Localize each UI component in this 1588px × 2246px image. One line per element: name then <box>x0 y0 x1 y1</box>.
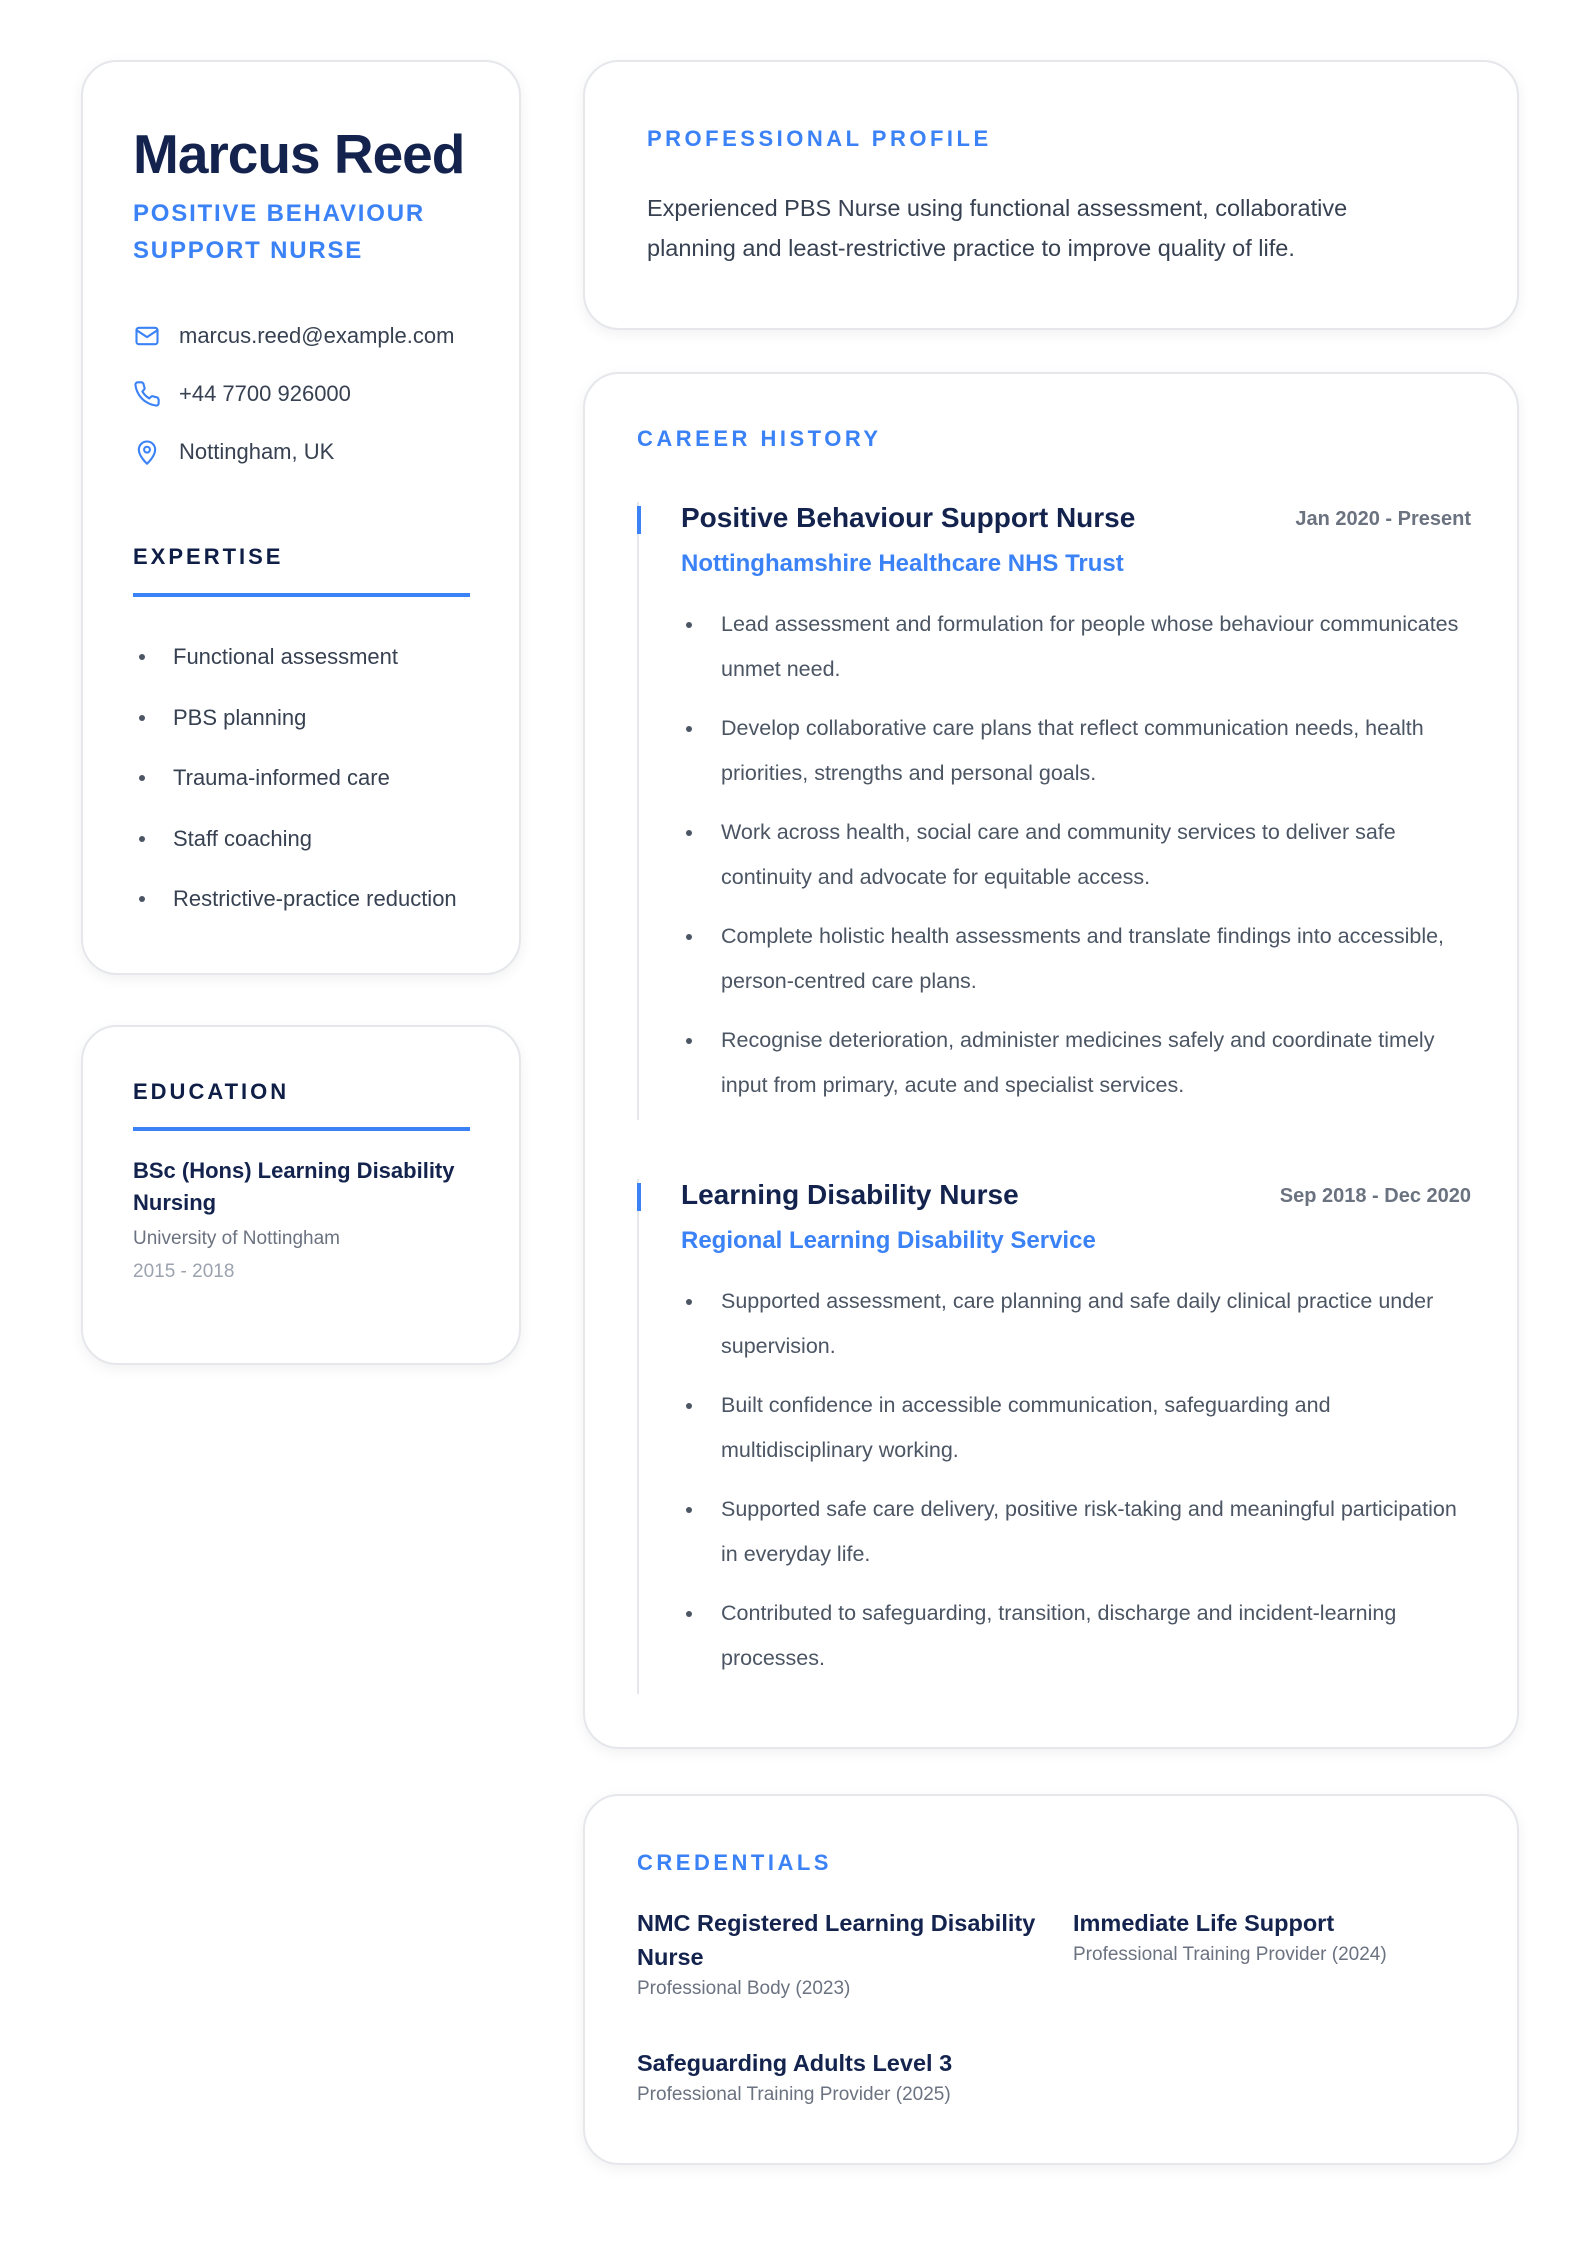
job-entry <box>637 502 1471 1120</box>
credential-issuer: Professional Body (2023) <box>637 1978 851 1999</box>
bullet-dot <box>139 654 145 660</box>
list-item: Built confidence in accessible communication, safeguarding and multidisciplinary working. <box>681 1383 1471 1472</box>
job-timeline-rail <box>637 502 639 1120</box>
list-item: Complete holistic health assessments and translate findings into accessible, person-centred care plans. <box>681 914 1471 1003</box>
job-accent-bar <box>637 1183 641 1211</box>
candidate-name: Marcus Reed <box>133 123 465 185</box>
candidate-role: POSITIVE BEHAVIOUR SUPPORT NURSE <box>133 200 425 264</box>
job-title: Positive Behaviour Support Nurse <box>681 502 1136 533</box>
job-timeline-rail <box>637 1179 639 1694</box>
map-pin-icon <box>133 438 161 466</box>
job-dates: Sep 2018 - Dec 2020 <box>1279 1185 1471 1207</box>
contact-card <box>81 60 521 975</box>
job-title: Learning Disability Nurse <box>681 1179 1019 1210</box>
list-item: Supported safe care delivery, positive risk-taking and meaningful participation in everyday life. <box>681 1487 1471 1576</box>
skill-label: Trauma-informed care <box>173 765 390 791</box>
list-item: Recognise deterioration, administer medicines safely and coordinate timely input from primary, acute and specialist services. <box>681 1018 1471 1107</box>
phone-contact[interactable] <box>133 380 351 408</box>
credential-issuer: Professional Training Provider (2025) <box>637 2084 951 2105</box>
skill-label: Restrictive-practice reduction <box>173 886 457 912</box>
list-item <box>133 688 457 749</box>
credential-name: Immediate Life Support <box>1073 1910 1335 1936</box>
job-dates: Jan 2020 - Present <box>1295 508 1471 530</box>
credentials-card <box>583 1794 1519 2165</box>
education-school: University of Nottingham <box>133 1228 340 1249</box>
job-employer: Regional Learning Disability Service <box>681 1227 1096 1254</box>
job-entry <box>637 1179 1471 1694</box>
email-contact[interactable] <box>133 322 454 350</box>
list-item <box>133 748 457 809</box>
career-card <box>583 372 1519 1749</box>
list-item: Work across health, social care and community services to deliver safe continuity and advocate for equitable access. <box>681 810 1471 899</box>
list-item <box>133 627 457 688</box>
education-card <box>81 1025 521 1365</box>
bullet-dot <box>139 715 145 721</box>
education-heading: EDUCATION <box>133 1079 290 1104</box>
skill-label: Functional assessment <box>173 644 398 670</box>
education-degree: BSc (Hons) Learning Disability Nursing <box>133 1158 455 1215</box>
list-item <box>133 869 457 930</box>
location-contact <box>133 438 334 466</box>
education-years: 2015 - 2018 <box>133 1261 235 1282</box>
credential-item <box>637 1906 1047 2000</box>
expertise-divider <box>133 593 470 597</box>
education-divider <box>133 1127 470 1131</box>
email-text: marcus.reed@example.com <box>179 323 455 348</box>
expertise-heading: EXPERTISE <box>133 544 284 569</box>
bullet-dot <box>139 775 145 781</box>
credential-issuer: Professional Training Provider (2024) <box>1073 1944 1387 1965</box>
bullet-dot <box>139 896 145 902</box>
credential-name: NMC Registered Learning Disability Nurse <box>637 1910 1036 1970</box>
profile-card <box>583 60 1519 330</box>
skill-label: Staff coaching <box>173 825 313 851</box>
list-item: Supported assessment, care planning and safe daily clinical practice under supervision. <box>681 1279 1471 1368</box>
phone-icon <box>133 380 161 408</box>
list-item: Develop collaborative care plans that reflect communication needs, health priorities, strengths and personal goals. <box>681 706 1471 795</box>
credentials-heading: CREDENTIALS <box>637 1850 832 1875</box>
credential-name: Safeguarding Adults Level 3 <box>637 2050 953 2076</box>
credential-item <box>637 2046 1047 2106</box>
job-employer: Nottinghamshire Healthcare NHS Trust <box>681 550 1124 577</box>
expertise-list <box>133 627 457 930</box>
profile-heading: PROFESSIONAL PROFILE <box>647 126 992 151</box>
phone-text: +44 7700 926000 <box>179 381 351 406</box>
job-bullet-list <box>681 1279 1471 1695</box>
list-item: Lead assessment and formulation for people whose behaviour communicates unmet need. <box>681 602 1471 691</box>
credential-item <box>1073 1906 1473 1966</box>
list-item <box>133 809 457 870</box>
skill-label: PBS planning <box>173 704 307 730</box>
bullet-dot <box>139 836 145 842</box>
career-heading: CAREER HISTORY <box>637 426 882 451</box>
mail-icon <box>133 322 161 350</box>
job-accent-bar <box>637 506 641 534</box>
location-text: Nottingham, UK <box>179 439 335 464</box>
job-bullet-list <box>681 602 1471 1122</box>
profile-summary: Experienced PBS Nurse using functional assessment, collaborative planning and least-restrictive practice to improve quality of life. <box>647 195 1348 261</box>
list-item: Contributed to safeguarding, transition, discharge and incident-learning processes. <box>681 1591 1471 1680</box>
